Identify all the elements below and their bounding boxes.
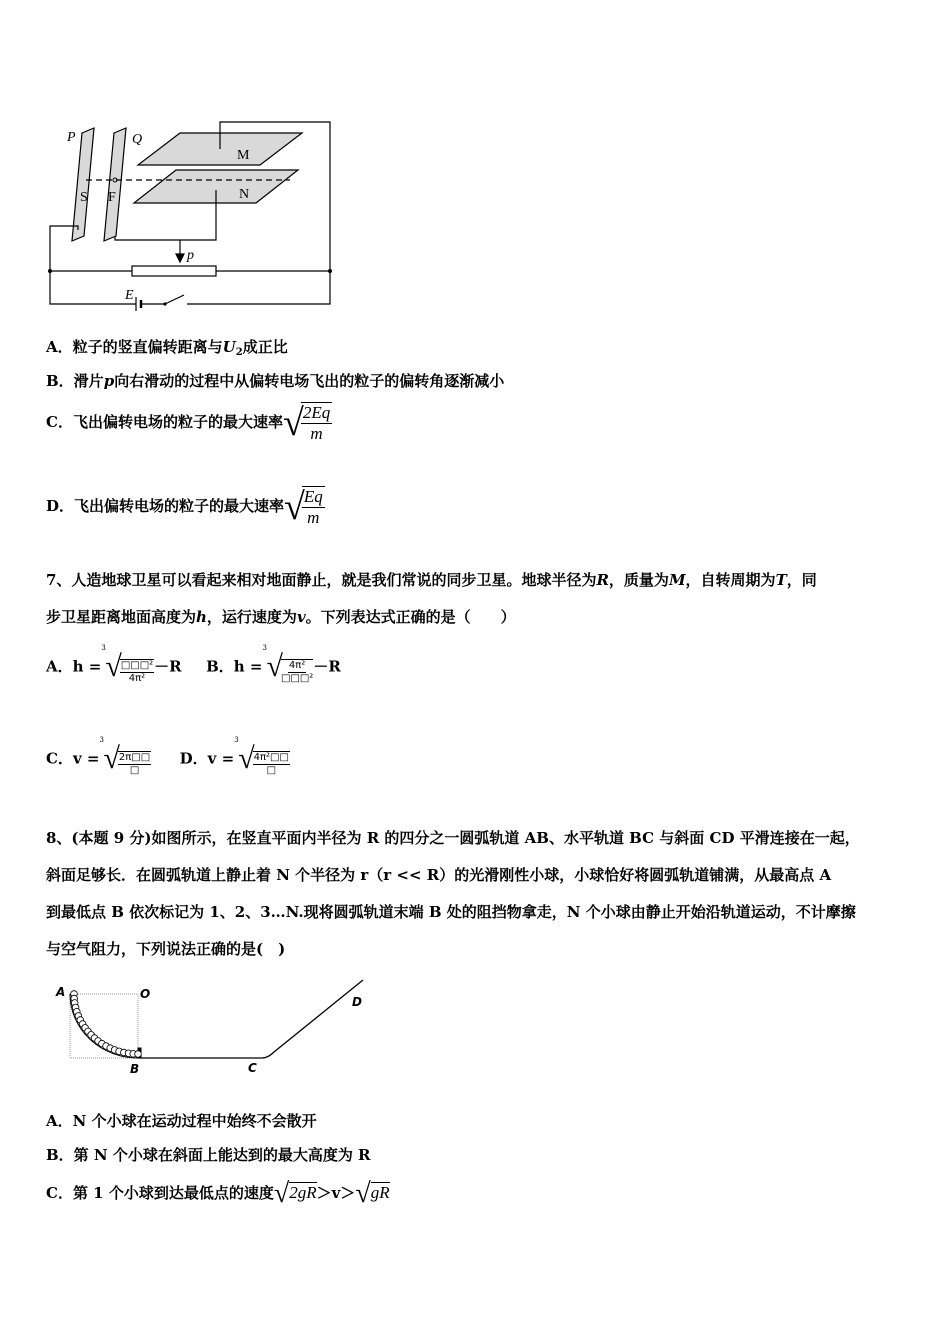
label-slider-p: p (187, 248, 194, 263)
label-b: B (130, 1062, 140, 1076)
q6-option-d: D．飞出偏转电场的粒子的最大速率√ $\frac{Eq}{m}$ (46, 486, 323, 528)
q6-option-a: A．粒子的竖直偏转距离与$U_2$成正比 (46, 338, 288, 358)
label-e: E (125, 288, 134, 303)
q7-options-ab: A．h = 3 √ $\frac{\text{□□□²}}{\text{4π²}}$ －R B．h = 3 √ $\frac{\text{4π²}}{\text{□□□²}}$ －R (46, 644, 341, 684)
circuit-figure (40, 118, 340, 313)
label-m-plate: M (237, 148, 250, 163)
label-a: A (56, 985, 66, 999)
label-o: O (140, 987, 151, 1001)
label-n-plate: N (239, 187, 250, 202)
label-q-plate: Q (132, 132, 143, 147)
q6-option-c: C．飞出偏转电场的粒子的最大速率√ $\frac{2Eq}{m}$ (46, 402, 331, 444)
label-s: S (80, 190, 88, 205)
q7-stem: 7、人造地球卫星可以看起来相对地面静止，就是我们常说的同步卫星。地球半径为R，质量为M，自转周期为T，同 步卫星距离地面高度为h，运行速度为v。下列表达式正确的是（ ） (46, 571, 817, 626)
label-d: D (352, 995, 362, 1009)
q8-option-b: B．第 N 个小球在斜面上能达到的最大高度为 R (46, 1146, 371, 1164)
q8-stem: 8、(本题 9 分)如图所示，在竖直平面内半径为 R 的四分之一圆弧轨道 AB、水平轨道 BC 与斜面 CD 平滑连接在一起， 斜面足够长．在圆弧轨道上静止着 N 个半径为 r（r << R）的光滑刚性小球，小球恰好将圆弧轨道铺满，从最高点 A 到最低点 B 依次标记为 1、2、3…N.现将圆弧轨道末端 B 处的阻挡物拿走，N 个小球由静止开始沿轨道运动，不计摩擦 与空气阻力，下列说法正确的是( ) (46, 829, 860, 958)
track-figure (50, 976, 370, 1080)
label-c: C (248, 1061, 257, 1075)
ball (135, 1051, 142, 1058)
q7-options-cd: C．v = 3 √ $\frac{2\pi□□}{□}$ D．v = 3 √ $\frac{\text{4π²□□}}{□}$ (46, 736, 289, 776)
label-f: F (108, 190, 116, 205)
q6-option-b: B．滑片p向右滑动的过程中从偏转电场飞出的粒子的偏转角逐渐减小 (46, 372, 505, 390)
q8-option-a: A．N 个小球在运动过程中始终不会散开 (46, 1112, 317, 1130)
label-p-plate: P (67, 130, 76, 145)
q8-option-c: C．第 1 个小球到达最低点的速度√2gR＞v＞√gR (46, 1178, 390, 1209)
